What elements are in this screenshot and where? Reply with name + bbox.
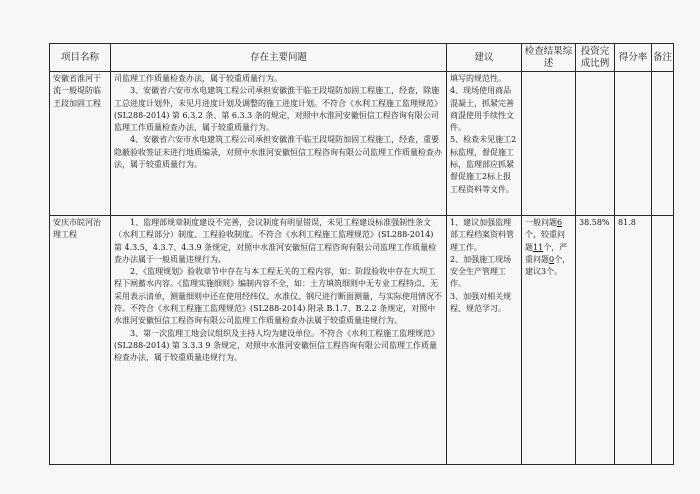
remark-cell	[652, 72, 674, 216]
summary-cell	[522, 72, 576, 216]
issues-cell	[111, 72, 447, 216]
header-remark: 备注	[652, 44, 674, 72]
advice-paragraph: 1、建议加强监理部工程档案资料管理工作。	[450, 218, 514, 252]
issue-paragraph: 3、第一次监理工地会议组织及主持人均为建设单位。不符合《水利工程施工监理规范》(SL288-2014) 第 3.3.3 9 条规定，对照中水淮河安徽恒信工程咨询有限公司监理工作质量检查办法，属于较重质量违规行为。	[114, 328, 440, 363]
header-ratio: 投资完成比例	[576, 44, 615, 72]
score-cell: 81.8	[615, 216, 652, 465]
advice-paragraph: 4、现场使用商品混凝土，抓紧完善商混使用手续性文件。	[450, 86, 514, 133]
advice-cell	[447, 216, 522, 465]
serious-issue-count: 11	[533, 242, 544, 252]
general-issue-count: 6	[557, 218, 563, 227]
header-advice: 建议	[447, 44, 522, 72]
header-summary: 检查结果综述	[522, 44, 576, 72]
severe-issue-count: 0	[549, 254, 555, 264]
project-name-cell: 安庆市皖河治理工程	[50, 216, 111, 465]
issue-paragraph: 4、安徽省六安市水电建筑工程公司承担安徽淮干临王段堤防加固工程施工，经查，重要隐蔽验收签证未进行地质编录，对照中水淮河安徽恒信工程咨询有限公司监理工作质量检查办法，属于较重质量行为。	[114, 135, 442, 170]
ratio-cell: 38.58%	[576, 216, 615, 465]
ratio-cell	[576, 72, 615, 216]
issues-cell	[111, 216, 447, 465]
advice-paragraph: 5、检查未见施工2标监理，督促施工标，监理部应抓紧督促施工2标上报工程资料等文件。	[450, 135, 517, 194]
header-score: 得分率	[615, 44, 652, 72]
issue-paragraph: 司监理工作质量检查办法，属于较重质量行为。	[114, 74, 282, 83]
issue-paragraph: 1、监理部规章制度建设不完善，会议制度有明显错误，未见工程建设标准强制性条文（水利工程部分）制度、工程验收制度。不符合《水利工程施工监理规范》(SL288-2014) 第 4.3.5、4.3.7、4.3.9 条规定，对照中水淮河安徽恒信工程咨询有限公司监理工作质量检查办法属于一般质量违规行为。	[114, 218, 437, 264]
summary-text: 一般问题	[525, 218, 557, 227]
inspection-table	[49, 43, 674, 465]
table-row	[50, 216, 674, 465]
advice-paragraph: 2、加强施工现场安全生产管理工作。	[450, 254, 512, 289]
summary-text: 个，严重问题	[525, 242, 568, 264]
table-row	[50, 72, 674, 216]
project-name-cell: 安徽省淮河干流一般堤防临王段加固工程	[50, 72, 111, 216]
issue-paragraph: 2、《监理规划》验收章节中存在与本工程无关的工程内容，如：阶段验收中存在大坝工程下闸蓄水内容。《监理实施细则》编制内容不全，如：土方填筑细则中无专业工程特点、无采用表示清单，测量细则中还在使用经纬仪、水准仪、钢尺进行断面测量，与实际使用情况不符。不符合《水利工程施工监理规范》(SL288-2014) 附录 B.1.7、B.2.2 条规定，对照中水淮河安徽恒信工程咨询有限公司监理工作质量检查办法属于较重质量违规行为。	[114, 267, 442, 326]
advice-cell	[447, 72, 522, 216]
summary-text: 个，建议3个。	[525, 254, 571, 277]
remark-cell	[652, 216, 674, 465]
header-project: 项目名称	[50, 44, 111, 72]
summary-text: 个，较重问题	[525, 230, 565, 252]
header-row	[50, 44, 674, 72]
summary-cell	[522, 216, 576, 465]
score-cell	[615, 72, 652, 216]
issue-paragraph: 3、安徽省六安市水电建筑工程公司承担安徽淮干临王段堤防加固工程施工，经查，除施工总进度计划外，未见月进度计划及调整的施工进度计划。不符合《水利工程施工监理规范》(SL288-2014) 第 6.3.2 条、第 6.3.3 条的规定，对照中水淮河安徽恒信工程咨询有限公司监理工作质量检查办法，属于较重质量行为。	[114, 86, 442, 133]
advice-paragraph: 填写的规范性。	[450, 74, 506, 83]
header-issues: 存在主要问题	[111, 44, 447, 72]
advice-paragraph: 3、加强对相关规程、规范学习。	[450, 291, 512, 314]
